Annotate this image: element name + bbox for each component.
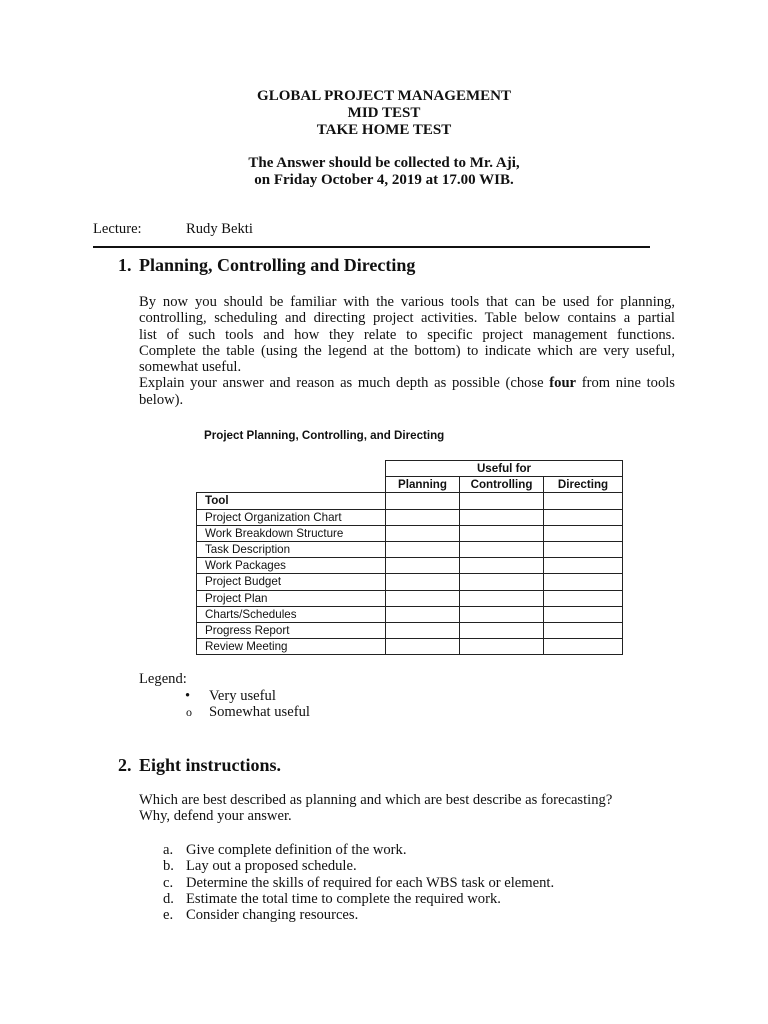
- section-2-number: 2.: [118, 755, 132, 775]
- cell: [460, 606, 544, 622]
- section-2-heading: Eight instructions.: [139, 755, 282, 775]
- table-row: [197, 574, 623, 590]
- tool-name: Project Organization Chart: [197, 509, 386, 525]
- paragraph-line: By now you should be familiar with the various tools that can be used for planning,: [139, 294, 675, 310]
- item-text: Estimate the total time to complete the required work.: [186, 890, 501, 907]
- section-1-paragraph: [139, 294, 675, 408]
- legend-very-useful: Very useful: [209, 688, 276, 704]
- legend-somewhat-useful: Somewhat useful: [209, 704, 310, 720]
- cell: [386, 639, 460, 655]
- paragraph-line: Complete the table (using the legend at the bottom) to indicate which are very useful,: [139, 342, 675, 359]
- cell: [386, 541, 460, 557]
- table-row: [197, 639, 623, 655]
- list-item: [163, 842, 554, 858]
- item-letter: e.: [163, 907, 174, 924]
- item-letter: c.: [163, 874, 174, 891]
- question-line: Which are best described as planning and which are best describe as forecasting?: [139, 792, 613, 808]
- cell: [460, 493, 544, 509]
- cell: [460, 509, 544, 525]
- group-header: Useful for: [386, 461, 623, 477]
- circle-bullet-icon: o: [186, 705, 192, 719]
- lecturer-label: Lecture:: [93, 221, 142, 237]
- title-line: TAKE HOME TEST: [316, 122, 452, 138]
- list-item: [163, 891, 554, 907]
- cell: [460, 622, 544, 638]
- paragraph-line: controlling, scheduling and directing project activities. Table below contains a partial: [139, 310, 675, 327]
- lecturer-name: Rudy Bekti: [186, 221, 253, 237]
- list-item: [163, 907, 554, 923]
- cell: [460, 590, 544, 606]
- cell: [544, 509, 623, 525]
- cell: [544, 622, 623, 638]
- item-text: Give complete definition of the work.: [186, 842, 407, 858]
- cell: [386, 574, 460, 590]
- explain-line-2: below).: [139, 391, 184, 408]
- cell: [386, 590, 460, 606]
- section-1-heading: Planning, Controlling and Directing: [139, 255, 416, 275]
- tool-name: Work Packages: [197, 558, 386, 574]
- cell: [386, 558, 460, 574]
- table-title: Project Planning, Controlling, and Directing: [204, 429, 445, 442]
- list-item: [163, 858, 554, 874]
- cell: [544, 606, 623, 622]
- table-row: [197, 590, 623, 606]
- tool-name: Project Plan: [197, 590, 386, 606]
- question-line: Why, defend your answer.: [139, 808, 292, 825]
- table-row: [197, 558, 623, 574]
- cell: [460, 558, 544, 574]
- table-row: [197, 541, 623, 557]
- explain-line: [139, 375, 675, 391]
- explain-bold: four: [549, 375, 577, 392]
- item-text: Consider changing resources.: [186, 907, 359, 924]
- cell: [386, 525, 460, 541]
- cell: [544, 639, 623, 655]
- paragraph-line: somewhat useful.: [139, 359, 242, 376]
- bullet-icon: •: [185, 688, 191, 704]
- cell: [544, 525, 623, 541]
- cell: [386, 606, 460, 622]
- item-text: Lay out a proposed schedule.: [186, 858, 357, 875]
- cell: [544, 574, 623, 590]
- title-line: GLOBAL PROJECT MANAGEMENT: [257, 88, 511, 104]
- cell: [544, 493, 623, 509]
- tool-name: Charts/Schedules: [197, 606, 386, 622]
- item-letter: a.: [163, 842, 174, 858]
- cell: [386, 622, 460, 638]
- section-1-number: 1.: [118, 255, 132, 275]
- section-2-question: [139, 792, 612, 825]
- table-row: [197, 525, 623, 541]
- tools-table: [196, 460, 623, 655]
- notice-line: The Answer should be collected to Mr. Aji,: [248, 155, 520, 171]
- cell: [544, 558, 623, 574]
- instruction-list: [163, 842, 554, 923]
- tool-header: Tool: [197, 493, 386, 509]
- tool-name: Task Description: [197, 541, 386, 557]
- list-item: [163, 875, 554, 891]
- paragraph-line: list of such tools and how they relate to specific project management functions.: [139, 326, 675, 343]
- col-header-directing: Directing: [544, 477, 623, 493]
- submission-notice: [0, 155, 768, 189]
- divider: [93, 246, 650, 248]
- legend-label: Legend:: [139, 671, 187, 687]
- title-line: MID TEST: [347, 105, 421, 121]
- cell: [460, 639, 544, 655]
- tool-name: Work Breakdown Structure: [197, 525, 386, 541]
- table-row: [197, 509, 623, 525]
- item-letter: d.: [163, 890, 174, 907]
- document-title: [0, 88, 768, 139]
- cell: [460, 525, 544, 541]
- cell: [544, 590, 623, 606]
- cell: [386, 509, 460, 525]
- tool-name: Project Budget: [197, 574, 386, 590]
- cell: [544, 541, 623, 557]
- explain-text: from nine tools: [576, 375, 675, 392]
- col-header-planning: Planning: [386, 477, 460, 493]
- cell: [386, 493, 460, 509]
- cell: [460, 574, 544, 590]
- col-header-controlling: Controlling: [460, 477, 544, 493]
- explain-text: Explain your answer and reason as much depth as possible (chose: [139, 375, 550, 392]
- tool-name: Review Meeting: [197, 639, 386, 655]
- cell: [460, 541, 544, 557]
- table-row: [197, 606, 623, 622]
- table-row: [197, 622, 623, 638]
- item-letter: b.: [163, 858, 174, 875]
- item-text: Determine the skills of required for each WBS task or element.: [186, 874, 555, 891]
- notice-line: on Friday October 4, 2019 at 17.00 WIB.: [254, 172, 514, 188]
- tool-name: Progress Report: [197, 622, 386, 638]
